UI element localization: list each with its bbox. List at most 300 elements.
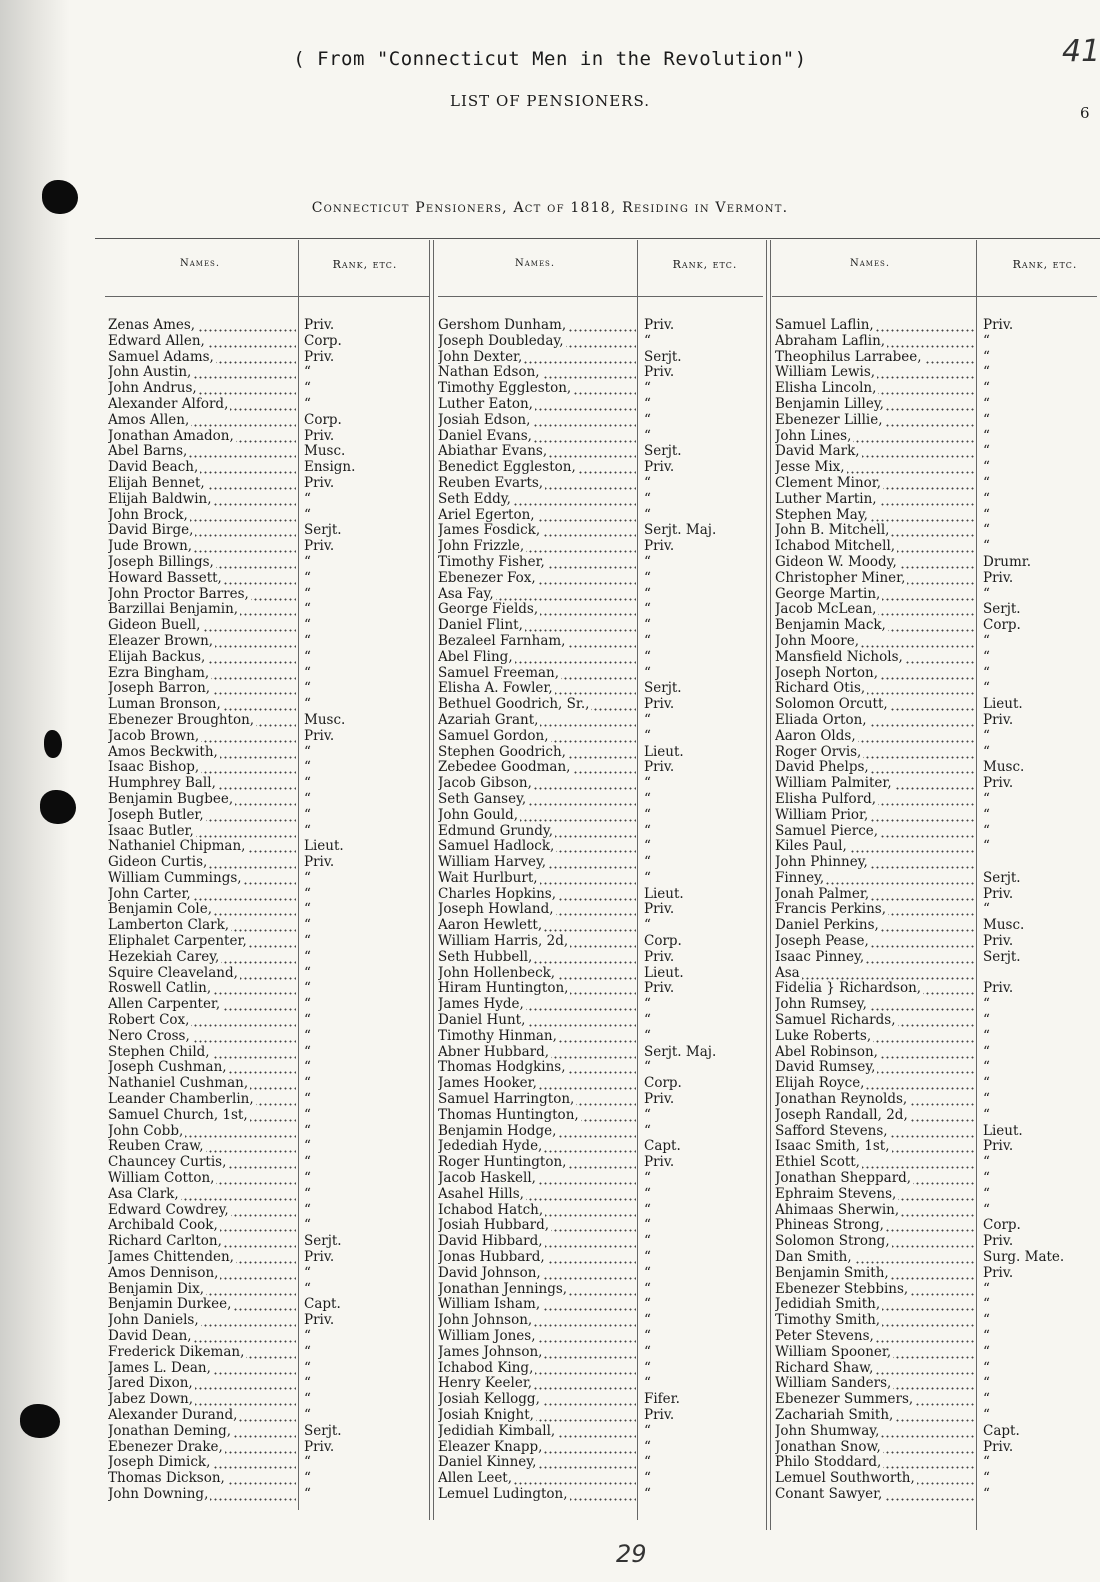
pensioner-name <box>108 602 296 618</box>
pensioner-rank: “ <box>304 996 311 1013</box>
pensioner-name <box>438 1392 636 1408</box>
pensioner-row <box>438 350 772 366</box>
pensioner-row <box>438 429 772 445</box>
pensioner-rank: “ <box>644 474 651 491</box>
pensioner-row <box>438 1108 772 1124</box>
pensioner-name-text: William Spooner, <box>775 1344 892 1360</box>
pensioner-rank: “ <box>304 1280 311 1297</box>
pensioner-rank: “ <box>644 775 651 792</box>
pensioner-name <box>108 571 296 587</box>
pensioner-name <box>438 523 636 539</box>
pensioner-name-text: Roger Huntington, <box>438 1155 567 1171</box>
pensioner-name <box>108 1203 296 1219</box>
pensioner-name-text: Daniel Hunt, <box>438 1013 526 1029</box>
pensioner-name <box>775 1060 975 1076</box>
pensioner-rank: Priv. <box>304 1249 335 1266</box>
pensioner-row <box>438 492 772 508</box>
pensioner-rank: “ <box>983 1043 990 1060</box>
pensioner-rank: “ <box>304 648 311 665</box>
pensioner-rank: “ <box>644 490 651 507</box>
pensioner-row <box>775 1329 1100 1345</box>
pensioner-row <box>108 776 424 792</box>
pensioner-name-text: Elijah Royce, <box>775 1076 865 1092</box>
pensioner-name-text: Jonathan Snow, <box>775 1439 881 1455</box>
pensioner-name-text: Jesse Mix, <box>775 460 845 476</box>
pensioner-name-text: Thomas Dickson, <box>108 1471 225 1487</box>
pensioner-name-text: Christopher Miner, <box>775 570 906 586</box>
pensioner-name <box>775 855 975 871</box>
pensioner-rank: Priv. <box>304 538 335 555</box>
pensioner-name-text: Lemuel Ludington, <box>438 1486 568 1502</box>
pensioner-rank: “ <box>304 775 311 792</box>
pensioner-name-text: Roger Orvis, <box>775 744 862 760</box>
pensioner-name <box>108 981 296 997</box>
pensioner-name <box>438 1029 636 1045</box>
pensioner-name-text: Jonah Palmer, <box>775 886 870 902</box>
pensioner-name <box>438 824 636 840</box>
pensioner-row <box>108 555 424 571</box>
pensioner-name <box>775 1297 975 1313</box>
pensioner-row <box>108 950 424 966</box>
pensioner-rank: “ <box>304 1391 311 1408</box>
pensioner-name <box>108 1218 296 1234</box>
pensioner-rank: “ <box>983 459 990 476</box>
pensioner-name-text: David Rumsey, <box>775 1060 876 1076</box>
pensioner-name <box>775 697 975 713</box>
pensioner-row <box>775 1376 1100 1392</box>
pensioner-rank: “ <box>644 506 651 523</box>
pensioner-rank: “ <box>304 948 311 965</box>
pensioner-name <box>108 966 296 982</box>
pensioner-rank: “ <box>644 1359 651 1376</box>
pensioner-rank: “ <box>644 1122 651 1139</box>
pensioner-name-text: John Johnson, <box>438 1313 533 1329</box>
pensioner-name <box>775 365 975 381</box>
pensioner-name-text: Solomon Orcutt, <box>775 697 888 713</box>
pensioner-name-text: Stephen Goodrich, <box>438 744 566 760</box>
col1-names-header: Names. <box>179 258 221 269</box>
pensioner-row <box>438 318 772 334</box>
pensioner-row <box>775 1392 1100 1408</box>
pensioner-name-text: Joseph Randall, 2d, <box>775 1107 908 1123</box>
pensioner-row <box>775 492 1100 508</box>
source-line: ( From "Connecticut Men in the Revolution") <box>293 48 807 70</box>
pensioner-name <box>438 760 636 776</box>
pensioner-rank: “ <box>304 1485 311 1502</box>
pensioner-name <box>775 1076 975 1092</box>
pensioner-row <box>438 1013 772 1029</box>
pensioner-rank: “ <box>304 1328 311 1344</box>
pensioner-name <box>775 1029 975 1045</box>
pensioner-rank: Lieut. <box>644 743 684 760</box>
pensioner-name-text: Ichabod Mitchell, <box>775 539 896 555</box>
pensioner-name <box>438 492 636 508</box>
pensioner-name <box>438 365 636 381</box>
pensioner-row <box>775 1487 1100 1503</box>
pensioner-name-text: David Johnson, <box>438 1265 541 1281</box>
pensioner-rank: “ <box>983 996 990 1013</box>
pensioner-row <box>108 918 424 934</box>
pensioner-name-text: James Chittenden, <box>108 1250 234 1266</box>
pensioner-rank: Musc. <box>983 917 1025 934</box>
pensioner-row <box>775 776 1100 792</box>
pensioner-rank: Priv. <box>983 775 1014 792</box>
pensioner-name <box>775 934 975 950</box>
pensioner-name <box>438 1171 636 1187</box>
pensioner-name-text: William Isham, <box>438 1297 541 1313</box>
pensioner-name <box>438 555 636 571</box>
pensioner-row <box>108 1045 424 1061</box>
pensioner-row <box>438 508 772 524</box>
pensioner-name <box>108 555 296 571</box>
pensioner-row <box>108 902 424 918</box>
pensioner-name-text: Bezaleel Farnham, <box>438 633 566 649</box>
pensioner-name-text: Abraham Laflin, <box>775 333 886 349</box>
pensioner-name-text: Samuel Pierce, <box>775 823 879 839</box>
pensioner-rank: “ <box>983 1343 990 1360</box>
pensioner-name <box>438 1345 636 1361</box>
pensioner-row <box>108 855 424 871</box>
pensioner-rank: Musc. <box>304 711 346 728</box>
pensioner-name <box>775 997 975 1013</box>
pensioner-name <box>775 1092 975 1108</box>
pensioner-name-text: Bethuel Goodrich, Sr., <box>438 697 590 713</box>
pensioner-row <box>438 681 772 697</box>
pensioner-rank: Corp. <box>983 617 1021 634</box>
pensioner-rank: “ <box>304 601 311 618</box>
pensioner-rank: “ <box>304 395 311 412</box>
pensioner-name-text: Benjamin Hodge, <box>438 1123 557 1139</box>
pensioner-rank: “ <box>304 1075 311 1092</box>
pensioner-row <box>438 460 772 476</box>
pensioner-name <box>438 1092 636 1108</box>
pensioner-name-text: Allen Leet, <box>438 1471 513 1487</box>
pensioner-row <box>775 745 1100 761</box>
pensioner-name <box>438 1013 636 1029</box>
pensioner-name-text: Frederick Dikeman, <box>108 1344 245 1360</box>
pensioner-rank: “ <box>644 1233 651 1250</box>
pensioner-rank: “ <box>983 506 990 523</box>
pensioner-name-text: James Hyde, <box>438 997 524 1013</box>
pensioner-rank: “ <box>983 443 990 460</box>
pensioner-row <box>775 681 1100 697</box>
pensioner-rank: “ <box>304 1406 311 1423</box>
pensioner-row <box>438 697 772 713</box>
pensioner-name-text: Squire Cleaveland, <box>108 965 238 981</box>
pensioner-name <box>775 1250 975 1266</box>
pensioner-name-text: Ephraim Stevens, <box>775 1186 897 1202</box>
footer-page-number: 29 <box>616 1540 647 1568</box>
pensioner-row <box>438 1392 772 1408</box>
pensioner-row <box>775 902 1100 918</box>
pensioner-name <box>108 1361 296 1377</box>
pensioner-name <box>775 681 975 697</box>
pensioner-name <box>438 1376 636 1392</box>
pensioner-name <box>108 729 296 745</box>
pensioner-name <box>775 618 975 634</box>
pensioner-name-text: Isaac Pinney, <box>775 949 865 965</box>
pensioner-name <box>438 1250 636 1266</box>
pensioner-row <box>108 1471 424 1487</box>
pensioner-name-text: William Cotton, <box>108 1171 215 1187</box>
pensioner-name-text: Elijah Bennet, <box>108 475 205 491</box>
pensioner-row <box>775 650 1100 666</box>
pensioner-name-text: Dan Smith, <box>775 1250 852 1266</box>
pensioner-name <box>108 760 296 776</box>
pensioner-row <box>438 571 772 587</box>
pensioner-name-text: Ahimaas Sherwin, <box>775 1202 900 1218</box>
pensioner-name <box>775 808 975 824</box>
pensioner-row <box>438 871 772 887</box>
pensioner-row <box>438 587 772 603</box>
pensioner-name-text: Joseph Butler, <box>108 807 204 823</box>
pensioner-name <box>775 729 975 745</box>
pensioner-rank: Musc. <box>304 443 346 460</box>
pensioner-row <box>775 618 1100 634</box>
pensioner-name-text: Zachariah Smith, <box>775 1407 894 1423</box>
pensioner-name-text: Asa <box>775 965 800 981</box>
pensioner-name <box>438 839 636 855</box>
pensioner-name <box>108 1029 296 1045</box>
pensioner-name-text: Luther Martin, <box>775 491 877 507</box>
pensioner-name-text: Daniel Flint, <box>438 618 523 634</box>
pensioner-name <box>438 1471 636 1487</box>
pensioner-name-text: Daniel Kinney, <box>438 1455 537 1471</box>
pensioner-name <box>775 1376 975 1392</box>
pensioner-name <box>108 397 296 413</box>
pensioner-row <box>438 618 772 634</box>
pensioner-name <box>775 429 975 445</box>
header-rule-2 <box>438 296 763 297</box>
pensioner-name <box>438 460 636 476</box>
pensioner-row <box>775 1297 1100 1313</box>
pensioner-rank: Lieut. <box>304 838 344 855</box>
pensioner-name-text: James Fosdick, <box>438 523 541 539</box>
pensioner-name <box>438 571 636 587</box>
pensioner-row <box>108 634 424 650</box>
pensioner-rank: “ <box>983 743 990 760</box>
pensioner-name-text: Benjamin Dix, <box>108 1281 204 1297</box>
pensioner-rank: “ <box>304 743 311 760</box>
pensioner-name-text: Luman Bronson, <box>108 697 221 713</box>
pensioner-name <box>438 1266 636 1282</box>
pensioner-name-text: John Dexter, <box>438 349 523 365</box>
pensioner-rank: Priv. <box>304 317 335 333</box>
pensioner-row <box>108 871 424 887</box>
pensioner-rank: “ <box>983 1059 990 1076</box>
pensioner-rank: “ <box>644 822 651 839</box>
pensioner-name-text: John Downing, <box>108 1486 209 1502</box>
pensioner-name-text: Josiah Edson, <box>438 412 531 428</box>
pensioner-name-text: John Phinney, <box>775 855 868 871</box>
pensioner-name-text: Jonathan Deming, <box>108 1423 231 1439</box>
pensioner-row <box>108 934 424 950</box>
pensioner-name-text: Archibald Cook, <box>108 1218 218 1234</box>
pensioner-row <box>108 824 424 840</box>
pensioner-rank: “ <box>304 933 311 950</box>
pensioner-name <box>108 1108 296 1124</box>
pensioner-rank: “ <box>304 1154 311 1171</box>
pensioner-row <box>108 1076 424 1092</box>
section-title: Connecticut Pensioners, Act of 1818, Residing in Vermont. <box>311 200 789 216</box>
pensioner-row <box>775 413 1100 429</box>
pensioner-row <box>438 1282 772 1298</box>
pensioner-name-text: Amos Dennison, <box>108 1265 219 1281</box>
pensioner-rank: Serjt. <box>644 680 682 697</box>
pensioner-row <box>108 1392 424 1408</box>
pensioner-rank: “ <box>983 364 990 381</box>
pensioner-name-text: Edward Cowdrey, <box>108 1202 229 1218</box>
pensioner-name-text: Nathaniel Cushman, <box>108 1076 249 1092</box>
pensioner-row <box>775 1155 1100 1171</box>
pensioner-row <box>438 729 772 745</box>
pensioner-name-text: Benjamin Smith, <box>775 1265 889 1281</box>
pensioner-row <box>775 760 1100 776</box>
pensioner-rank: “ <box>644 1106 651 1123</box>
pensioner-name <box>108 792 296 808</box>
pensioner-rank: Corp. <box>304 332 342 349</box>
pensioner-name-text: Samuel Harrington, <box>438 1092 575 1108</box>
pensioner-name <box>108 1376 296 1392</box>
pensioner-name-text: Benjamin Mack, <box>775 618 886 634</box>
pensioner-name-text: Safford Stevens, <box>775 1123 888 1139</box>
pensioner-rank: “ <box>304 1454 311 1471</box>
pensioner-name-text: Jacob McLean, <box>775 602 877 618</box>
pensioner-rank: “ <box>983 1312 990 1329</box>
pensioner-rank: “ <box>304 696 311 713</box>
pensioner-rank: Priv. <box>983 1438 1014 1455</box>
pensioner-rank: Priv. <box>304 727 335 744</box>
pensioner-name-text: Alexander Durand, <box>108 1407 238 1423</box>
pensioner-name-text: Leander Chamberlin, <box>108 1092 254 1108</box>
pensioner-name-text: John Shumway, <box>775 1423 880 1439</box>
pensioner-name <box>108 1092 296 1108</box>
pensioner-name-text: Finney, <box>775 870 825 886</box>
pensioner-name <box>438 1329 636 1345</box>
pensioner-row <box>438 1297 772 1313</box>
pensioner-row <box>108 1345 424 1361</box>
pensioner-rank: Priv. <box>304 427 335 444</box>
pensioner-name <box>775 792 975 808</box>
pensioner-row <box>108 508 424 524</box>
pensioner-name <box>775 1471 975 1487</box>
pensioner-rank: “ <box>983 1328 990 1344</box>
pensioner-name-text: Jacob Brown, <box>108 728 200 744</box>
pensioner-name <box>108 1392 296 1408</box>
pensioner-row <box>775 1139 1100 1155</box>
pensioner-name-text: William Palmiter, <box>775 776 892 792</box>
pensioner-name-text: Josiah Kellogg, <box>438 1392 540 1408</box>
pensioner-name-text: Josiah Hubbard, <box>438 1218 550 1234</box>
pensioner-rank: “ <box>644 1170 651 1187</box>
pensioner-rank: Priv. <box>304 854 335 871</box>
pensioner-name <box>775 1234 975 1250</box>
pensioner-row <box>775 1250 1100 1266</box>
pensioner-row <box>108 365 424 381</box>
pensioner-name <box>775 602 975 618</box>
pensioner-rank: Capt. <box>644 1138 681 1155</box>
pensioner-row <box>438 1155 772 1171</box>
pensioner-row <box>108 350 424 366</box>
pensioner-rank: Priv. <box>644 980 675 997</box>
pensioner-name <box>108 887 296 903</box>
pensioner-rank: Lieut. <box>644 964 684 981</box>
pensioner-name <box>438 634 636 650</box>
pensioner-name <box>108 934 296 950</box>
pensioner-name-text: David Dean, <box>108 1329 192 1344</box>
pensioner-name-text: Zenas Ames, <box>108 318 196 333</box>
pensioner-name-text: Philo Stoddard, <box>775 1455 882 1471</box>
pensioner-name-text: Lamberton Clark, <box>108 918 230 934</box>
pensioner-rank: “ <box>644 1454 651 1471</box>
pensioner-row <box>775 350 1100 366</box>
pensioner-rank: “ <box>983 348 990 365</box>
pensioner-name-text: Elijah Backus, <box>108 649 206 665</box>
pensioner-name <box>108 476 296 492</box>
pensioner-row <box>438 997 772 1013</box>
pensioner-name-text: Reuben Evarts, <box>438 475 544 491</box>
pensioner-row <box>438 1440 772 1456</box>
group-divider-1 <box>429 240 430 1520</box>
pensioner-name-text: Luther Eaton, <box>438 396 533 412</box>
pensioner-row <box>775 365 1100 381</box>
pensioner-column-1 <box>108 318 424 1503</box>
pensioner-row <box>108 1013 424 1029</box>
pensioner-name <box>108 350 296 366</box>
pensioner-rank: Drumr. <box>983 553 1032 570</box>
pensioner-row <box>108 966 424 982</box>
pensioner-name <box>438 334 636 350</box>
pensioner-row <box>438 1092 772 1108</box>
pensioner-name <box>775 1455 975 1471</box>
pensioner-name <box>438 1203 636 1219</box>
pensioner-rank: “ <box>644 585 651 602</box>
pensioner-rank: Priv. <box>983 885 1014 902</box>
pensioner-rank: Priv. <box>983 933 1014 950</box>
pensioner-name-text: Abner Hubbard, <box>438 1044 550 1060</box>
pensioner-row <box>775 587 1100 603</box>
pensioner-rank: “ <box>304 553 311 570</box>
pensioner-rank: “ <box>304 917 311 934</box>
pensioner-name <box>438 618 636 634</box>
pensioner-name-text: Richard Carlton, <box>108 1234 222 1250</box>
pensioner-row <box>108 1139 424 1155</box>
pensioner-row <box>775 1424 1100 1440</box>
pensioner-name <box>108 745 296 761</box>
pensioner-name <box>438 413 636 429</box>
pensioner-name-text: Seth Eddy, <box>438 491 511 507</box>
pensioner-row <box>108 729 424 745</box>
pensioner-row <box>108 1234 424 1250</box>
pensioner-row <box>438 1060 772 1076</box>
pensioner-name-text: Eleazer Knapp, <box>438 1439 543 1455</box>
pensioner-rank: “ <box>983 664 990 681</box>
pensioner-rank: Priv. <box>983 569 1014 586</box>
pensioner-row <box>775 1187 1100 1203</box>
header-rule-3 <box>772 296 1097 297</box>
pensioner-name-text: Benedict Eggleston, <box>438 460 576 476</box>
pensioner-row <box>775 460 1100 476</box>
pensioner-row <box>438 1045 772 1061</box>
pensioner-row <box>775 1455 1100 1471</box>
corner-page-number-printed: 6 <box>1080 104 1090 122</box>
pensioner-name-text: Richard Shaw, <box>775 1360 874 1376</box>
pensioner-rank: “ <box>304 759 311 776</box>
pensioner-row <box>108 523 424 539</box>
pensioner-row <box>108 381 424 397</box>
pensioner-name-text: Humphrey Ball, <box>108 776 216 792</box>
pensioner-name <box>108 1060 296 1076</box>
